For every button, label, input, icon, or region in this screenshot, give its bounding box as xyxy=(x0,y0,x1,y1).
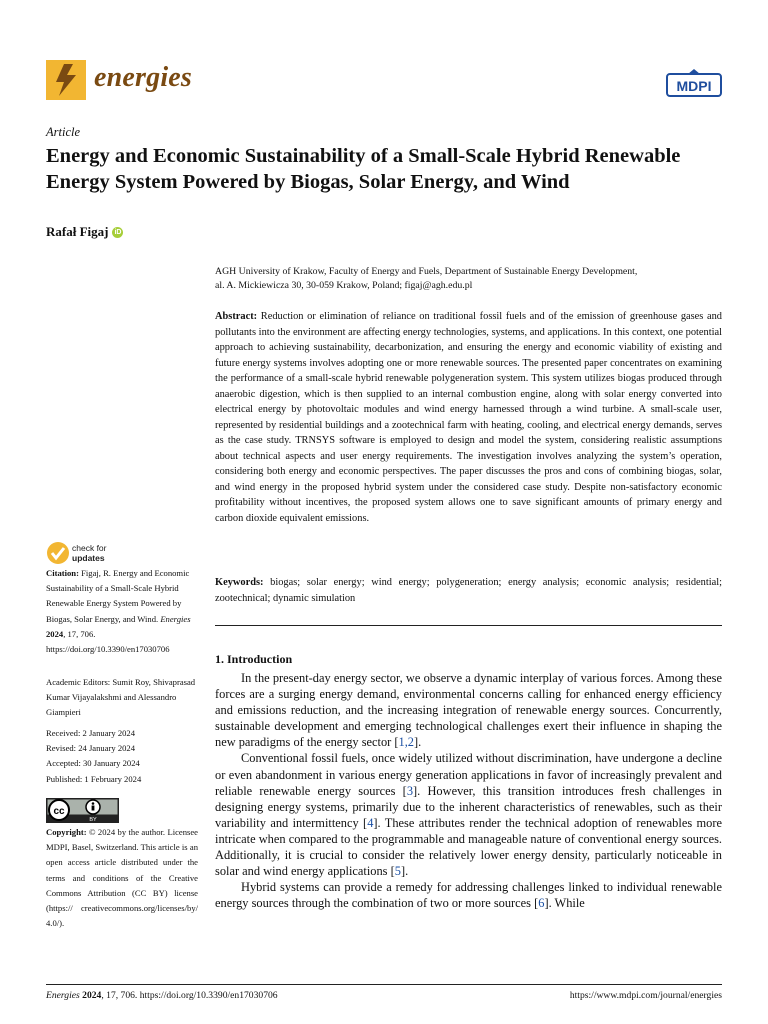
footer-journal-url[interactable]: https://www.mdpi.com/journal/energies xyxy=(569,990,722,1001)
citation-link[interactable]: 3 xyxy=(406,783,414,798)
paragraph-1: In the present-day energy sector, we observe a dynamic interplay of various forces. Among these forces are a surging energy demand, environmental concerns calling for enhanced energy efficiency and emissions reduction, and the increasing integration of renewable energy sources. Concurrently, sustainable development and emerging technological challenges exert their influence in shaping the new paradigms of the energy sector [1,2]. xyxy=(215,671,722,750)
abstract xyxy=(215,309,722,526)
svg-text:BY: BY xyxy=(89,817,97,823)
svg-text:check for: check for xyxy=(72,543,107,553)
paragraph-3: Hybrid systems can provide a remedy for addressing challenges linked to individual renewable energy sources through the combination of two or more sources [6]. While xyxy=(215,880,722,911)
citation-link[interactable]: 4 xyxy=(367,815,374,830)
keywords xyxy=(215,575,722,606)
received-date: Received: 2 January 2024 xyxy=(46,728,136,738)
divider xyxy=(215,625,722,626)
copyright-block: Copyright: © 2024 by the author. Licensee MDPI, Basel, Switzerland. This article is an open access article distributed under the terms and conditions of the Creative Commons Attribution (CC BY) license (https:// creativecommons.org/licenses/by/ 4.0/). xyxy=(46,827,198,929)
mdpi-logo[interactable] xyxy=(666,68,722,100)
dates-block xyxy=(46,726,198,787)
affiliation-line-1: AGH University of Krakow, Faculty of Energy and Fuels, Department of Sustainable Energy Development, xyxy=(215,266,638,277)
keywords-text: biogas; solar energy; wind energy; polygeneration; energy analysis; economic analysis; residential; zootechnical; dynamic simulation xyxy=(215,577,722,604)
orcid-icon[interactable]: iD xyxy=(114,228,122,236)
cc-by-license-icon[interactable] xyxy=(46,798,119,823)
published-date: Published: 1 February 2024 xyxy=(46,773,142,784)
abstract-label: Abstract: xyxy=(215,311,258,322)
affiliation xyxy=(215,265,715,293)
academic-editors: Academic Editors: Sumit Roy, Shivaprasad Kumar Vijayalakshmi and Alessandro Giampieri xyxy=(46,677,196,718)
affiliation-line-2: al. A. Mickiewicza 30, 30-059 Krakow, Poland; figaj@agh.edu.pl xyxy=(215,280,473,291)
paragraph-2: Conventional fossil fuels, once widely utilized without discrimination, have undergone a decline or even abandonment in various energy generation applications in favor of increasingly prevalent and reliable renewable energy sources [3]. However, this transition introduces fresh challenges in designing energy systems, primarily due to the inherent characteristics of renewables, such as their variability and intermittency [4]. These attributes render the technical adoption of renewables more intricate when compared to the programmable and manageable nature of conventional energy sources. Additionally, it is crucial to consider the relatively lower energy density, particularly noticeable in solar and wind energy applications [5]. xyxy=(215,751,722,879)
check-for-updates-icon[interactable] xyxy=(46,540,126,566)
journal-header xyxy=(46,60,722,104)
lightning-bolt-icon xyxy=(46,60,90,100)
citation-link[interactable]: 6 xyxy=(538,896,545,911)
article-type: Article xyxy=(46,125,81,139)
article-title: Energy and Economic Sustainability of a Small-Scale Hybrid Renewable Energy System Powered by Biogas, Solar Energy, and Wind xyxy=(46,145,681,193)
citation-link[interactable]: 1,2 xyxy=(398,735,414,750)
accepted-date: Accepted: 30 January 2024 xyxy=(46,758,140,769)
citation-block: Citation: Figaj, R. Energy and Economic Sustainability of a Small-Scale Hybrid Renewable Energy System Powered by Biogas, Solar Energy, and Wind. Energies 2024, 17, 706. https://doi.org/10.3390/en17030706 xyxy=(46,568,191,655)
journal-name[interactable]: energies xyxy=(94,62,193,93)
citation-link[interactable]: 5 xyxy=(394,864,401,879)
author-line xyxy=(46,224,123,240)
publisher-name: MDPI xyxy=(676,78,712,94)
author-name: Rafał Figaj xyxy=(46,224,109,239)
footer-divider xyxy=(46,984,722,985)
keywords-label: Keywords: xyxy=(215,577,264,588)
revised-date: Revised: 24 January 2024 xyxy=(46,743,136,754)
body-text xyxy=(215,670,722,911)
svg-text:updates: updates xyxy=(72,553,105,563)
abstract-text: Reduction or elimination of reliance on traditional fossil fuels and of the emission of greenhouse gases and pollutants into the environment are affecting energy technologies, systems, and applications. In this context, one potential approach to achieving sustainability, decarbonization, and ensuring the energy and economic viability of existing and future energy systems involves adopting one or more renewable sources. The presented paper concentrates on examining the performance of a small-scale hybrid renewable polygeneration system. This system utilizes biogas produced through anaerobic digestion, which is then supplied to an internal combustion engine, along with solar energy converted into electrical energy by photovoltaic modules and wind energy harnessed through a wind turbine. A small-scale user, represented by residential buildings and a zootechnical farm with heating, cooling, and electrical energy demands, serves as the case study. TRNSYS software is employed to design and model the system, considering realistic assumptions about technical aspects and user energy requirements. The investigation involves analyzing the system’s operation, considering both energy and economic perspectives. The paper discusses the pros and cons of combining biogas, solar, and wind energy in the proposed hybrid system under the considered case study. Despite non-satisfactory economic profitability without incentives, the proposed system allows one to save significant amounts of primary energy and carbon dioxide equivalent emissions. xyxy=(215,311,722,524)
section-heading: 1. Introduction xyxy=(215,652,293,666)
footer-citation: Energies 2024, 17, 706. https://doi.org/10.3390/en17030706 xyxy=(46,990,278,1001)
svg-text:cc: cc xyxy=(53,806,65,817)
